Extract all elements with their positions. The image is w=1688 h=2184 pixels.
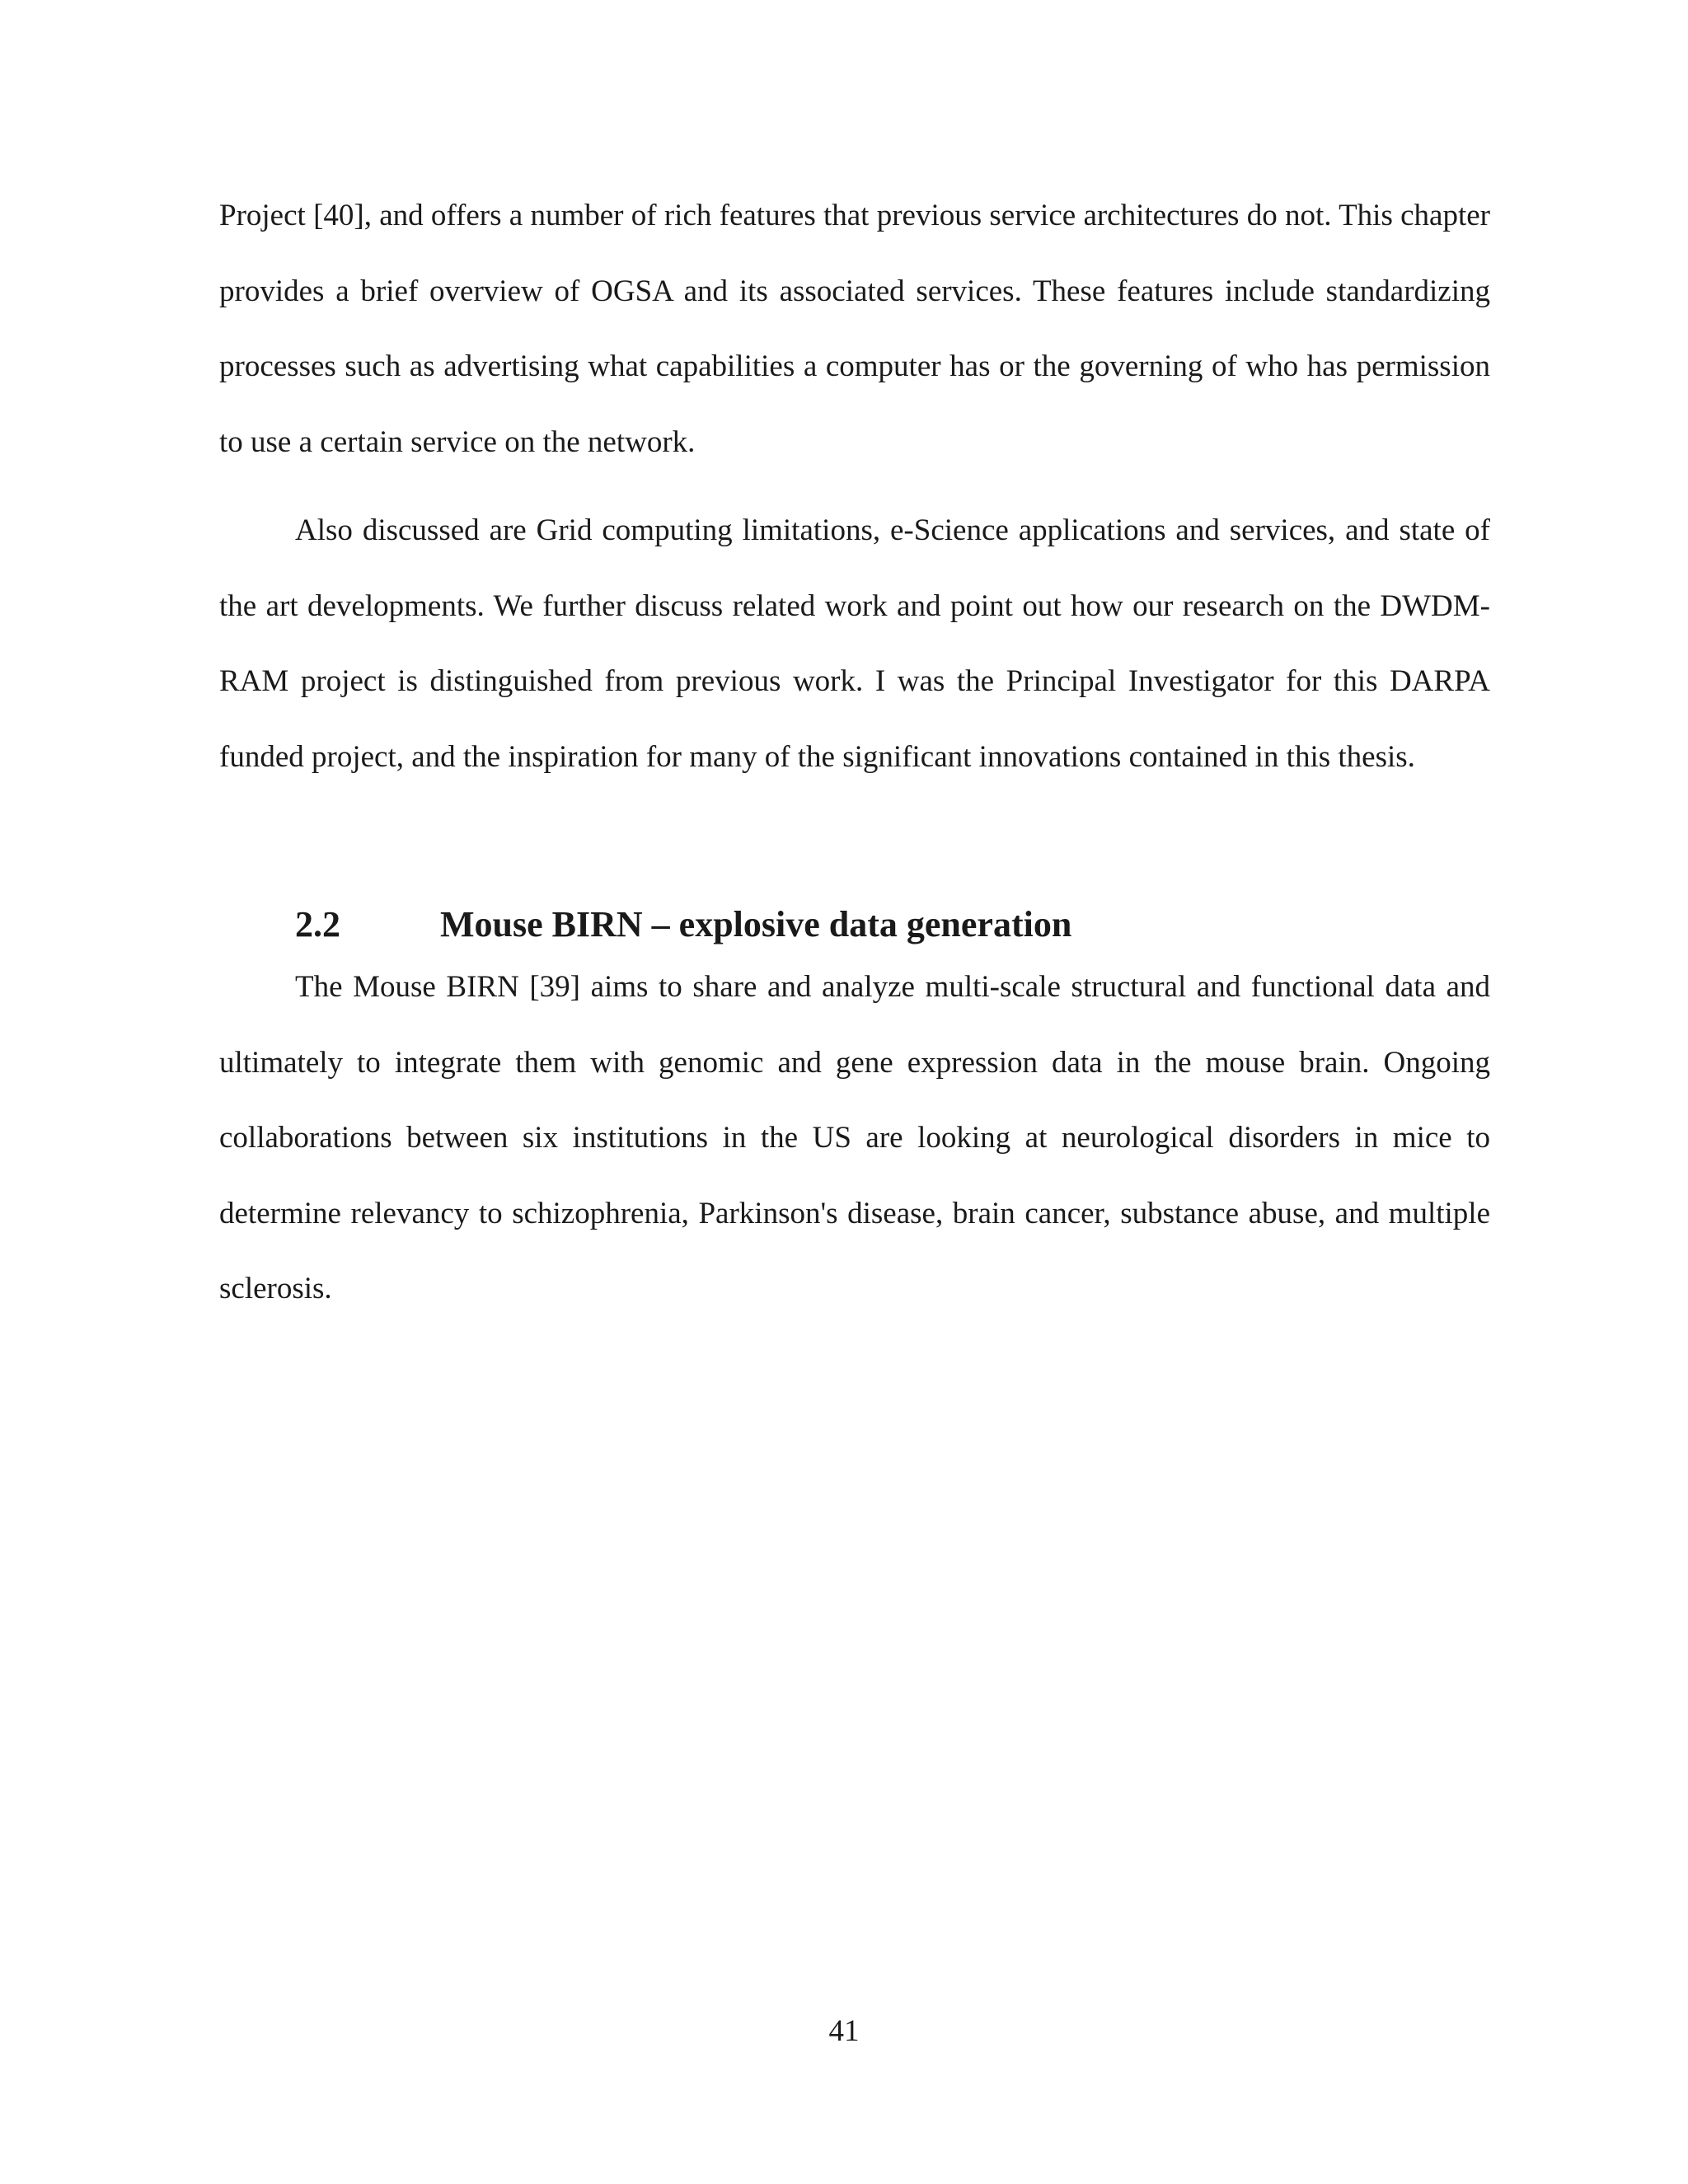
paragraph-grid-limitations: Also discussed are Grid computing limitations, e-Science applications and services, and state of the art developments. We further discuss related work and point out how our research on the DWDM-RAM project is distinguished from previous work. I was the Principal Investigator for this DARPA funded project, and the inspiration for many of the significant innovations contained in this thesis. — [219, 513, 1490, 774]
section-heading — [295, 900, 1071, 949]
section-title: Mouse BIRN – explosive data generation — [440, 904, 1072, 944]
page-number: 41 — [828, 2014, 860, 2048]
section-number: 2.2 — [295, 904, 340, 944]
paragraph-ogsa-overview: Project [40], and offers a number of rich features that previous service architectures do not. This chapter provides a brief overview of OGSA and its associated services. These features include standardizing processes such as advertising what capabilities a computer has or the governing of who has permission to use a certain service on the network. — [219, 199, 1490, 459]
paragraph-mouse-birn: The Mouse BIRN [39] aims to share and analyze multi-scale structural and functional data and ultimately to integrate them with genomic and gene expression data in the mouse brain. Ongoing collaborations between six institutions in the US are looking at neurological disorders in mice to determine relevancy to schizophrenia, Parkinson's disease, brain cancer, substance abuse, and multiple sclerosis. — [219, 970, 1490, 1305]
